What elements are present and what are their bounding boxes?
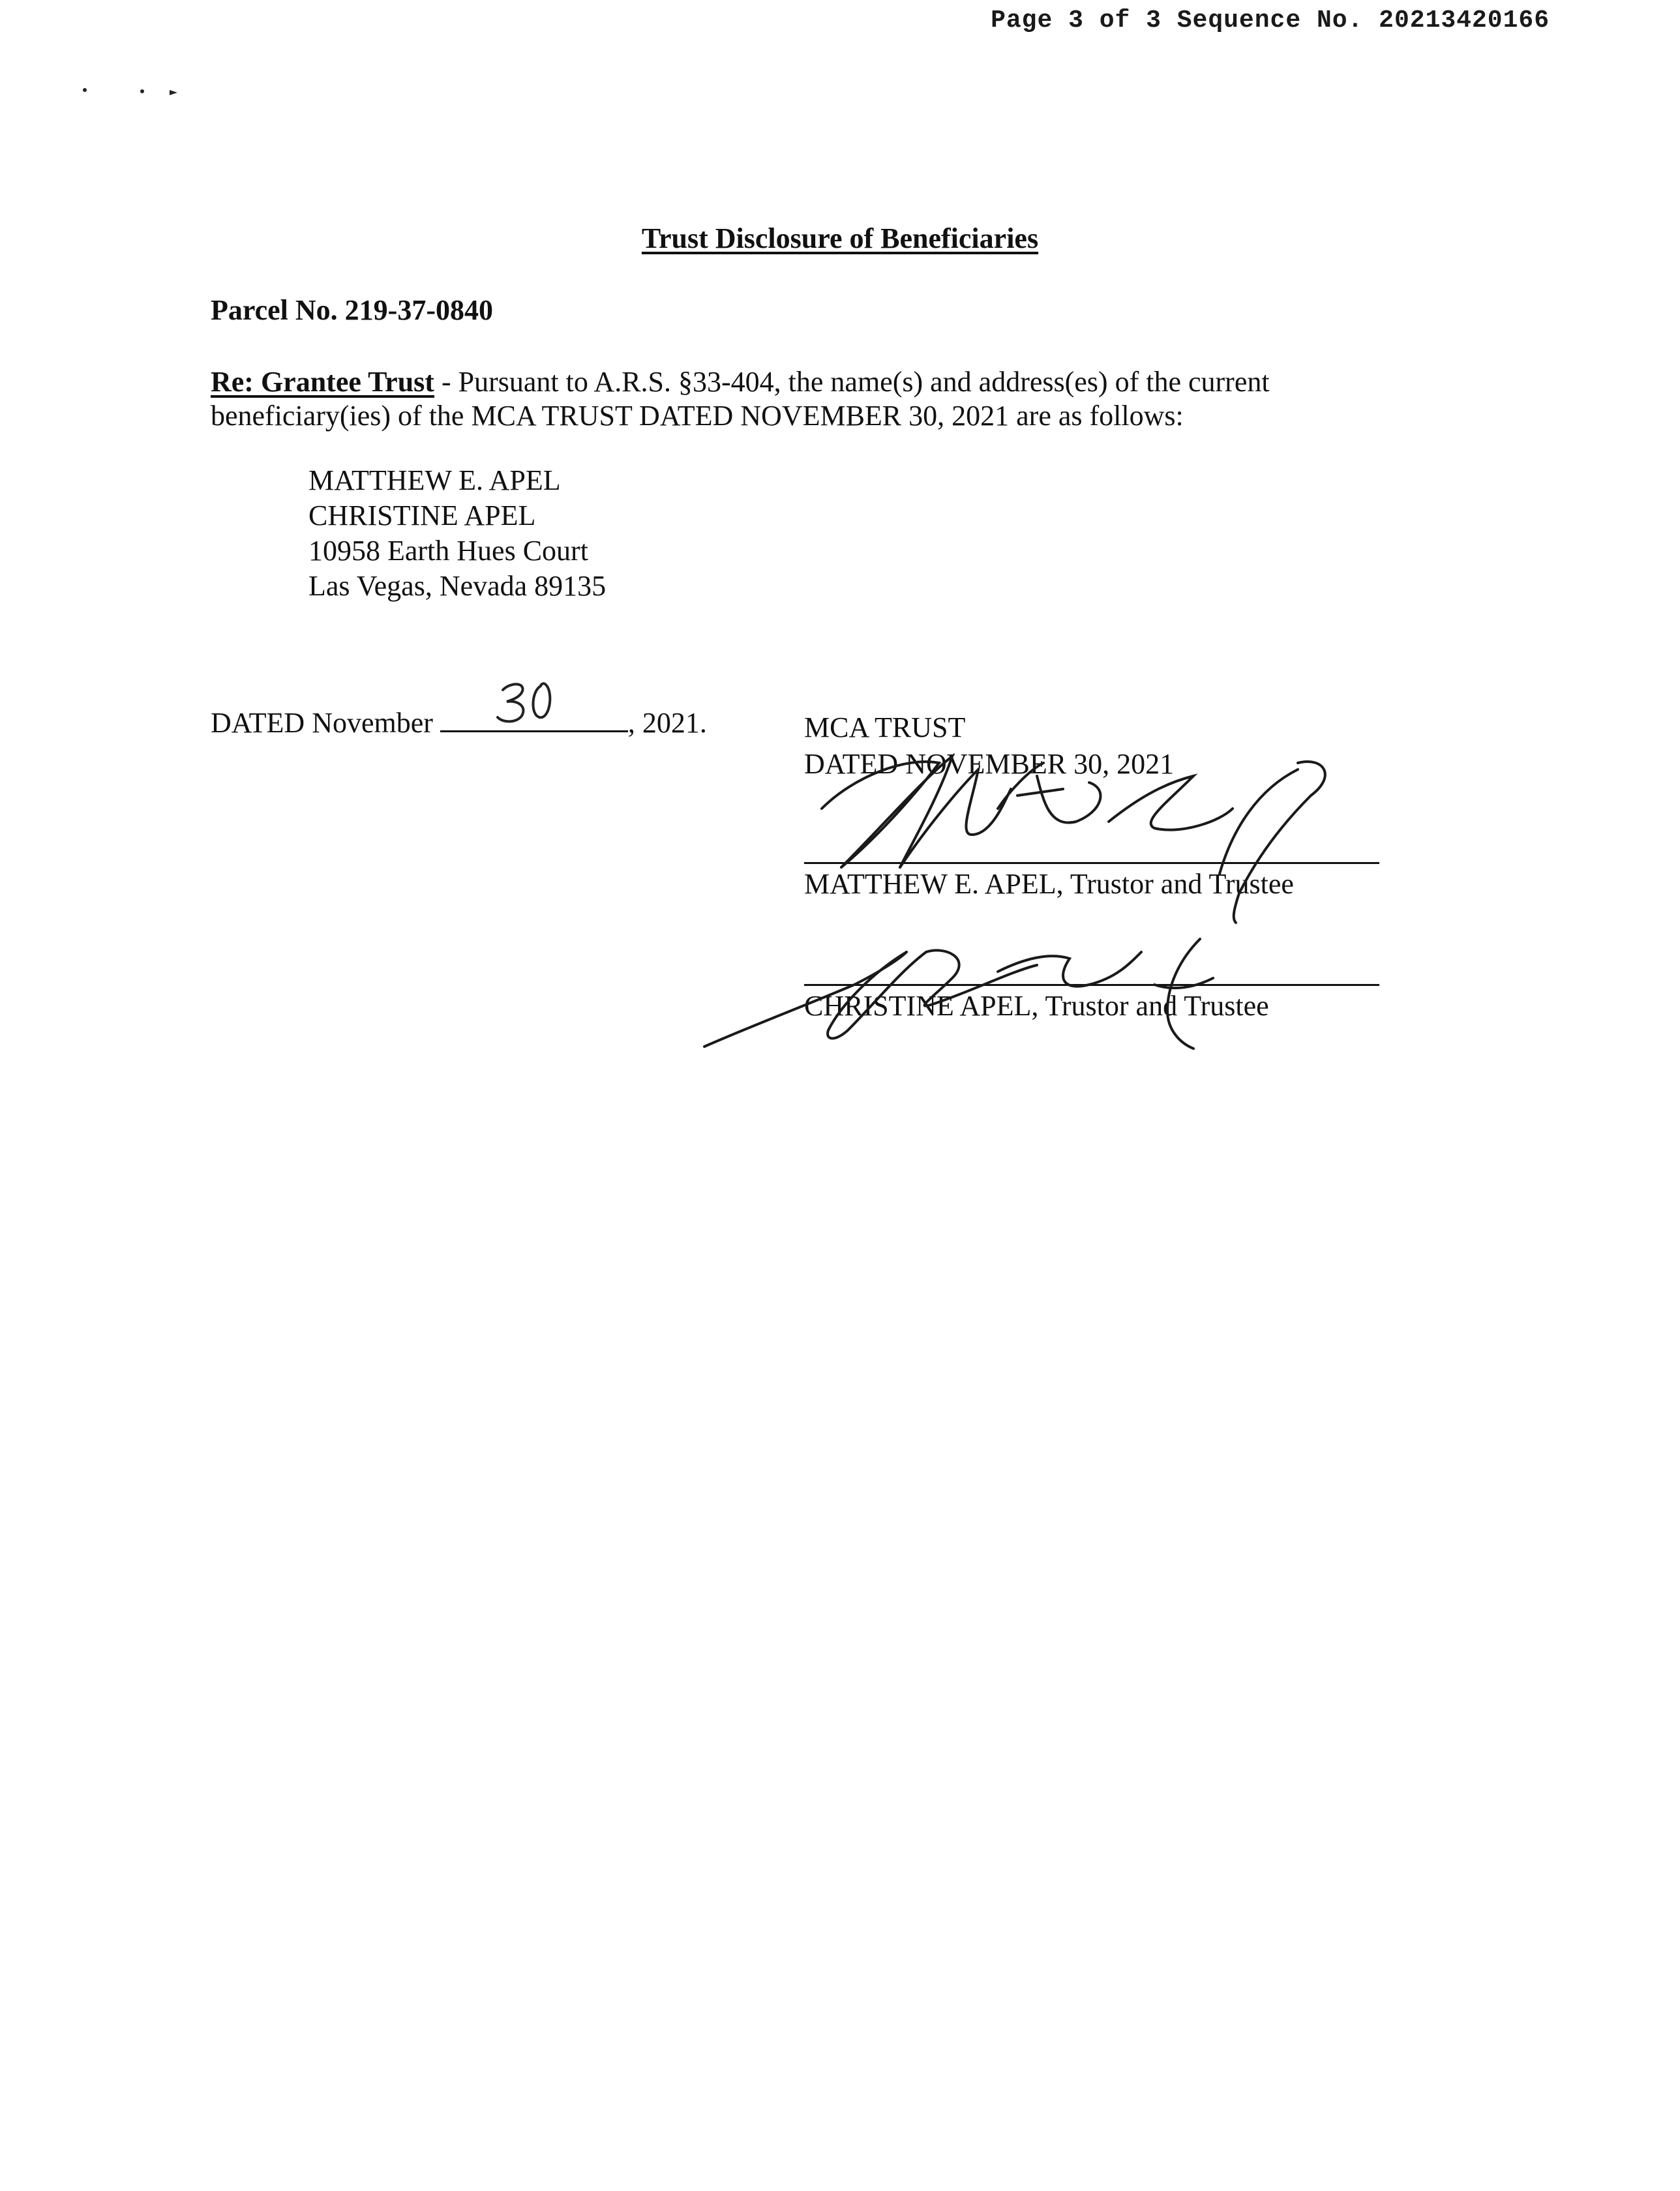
signatory-2-name: CHRISTINE APEL, Trustor and Trustee: [804, 990, 1269, 1022]
scan-specks: [78, 82, 196, 102]
trust-name-block: [804, 709, 1174, 782]
signature-line-2: [804, 984, 1379, 986]
re-text-1: - Pursuant to A.R.S. §33-404, the name(s) and address(es) of the current: [434, 366, 1270, 398]
re-line-1: [211, 365, 1270, 399]
re-label: Re: Grantee Trust: [211, 366, 434, 398]
dated-line: [211, 704, 707, 739]
re-text-2: beneficiary(ies) of the MCA TRUST DATED NOVEMBER 30, 2021 are as follows:: [211, 400, 1184, 432]
handwritten-day: [491, 677, 569, 730]
beneficiary-name-2: CHRISTINE APEL: [308, 499, 536, 531]
beneficiary-address-block: [308, 463, 606, 604]
page-sequence-stamp: Page 3 of 3 Sequence No. 20213420166: [991, 7, 1550, 35]
dated-prefix: DATED November: [211, 707, 440, 739]
signature-line-1: [804, 862, 1379, 864]
signatory-1-name: MATTHEW E. APEL, Trustor and Trustee: [804, 868, 1294, 900]
dated-suffix: , 2021.: [627, 707, 707, 739]
document-title: Trust Disclosure of Beneficiaries: [641, 222, 1039, 254]
trust-name: MCA TRUST: [804, 711, 966, 743]
dated-day-blank: [440, 704, 628, 732]
beneficiary-city: Las Vegas, Nevada 89135: [308, 570, 607, 602]
parcel-number: Parcel No. 219-37-0840: [211, 294, 493, 326]
re-paragraph: [211, 365, 1270, 433]
trust-dated: DATED NOVEMBER 30, 2021: [804, 748, 1175, 780]
beneficiary-name-1: MATTHEW E. APEL: [308, 464, 561, 496]
beneficiary-street: 10958 Earth Hues Court: [308, 535, 588, 567]
